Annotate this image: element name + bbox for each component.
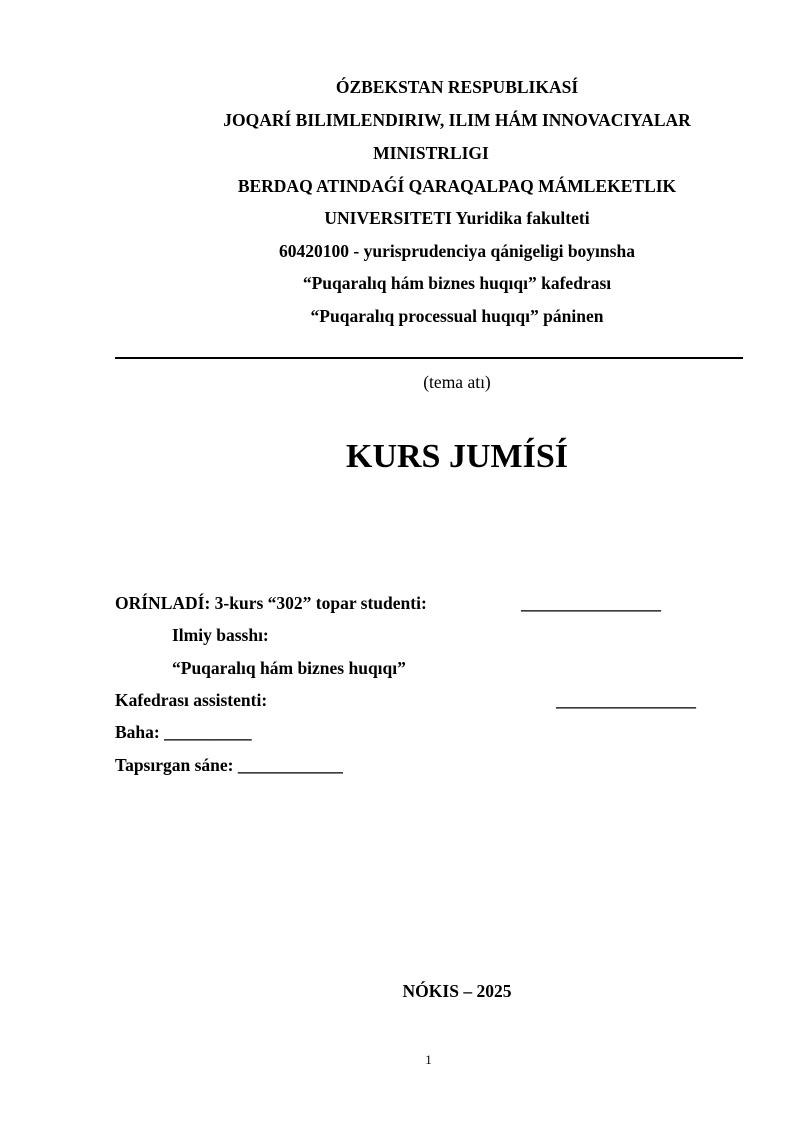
header-line-university: BERDAQ ATINDAǴÍ QARAQALPAQ MÁMLEKETLIK xyxy=(237,176,677,196)
document-title: KURS JUMÍSÍ xyxy=(346,438,568,475)
topic-line xyxy=(115,357,743,359)
header-line-ministry-cont: MINISTRLIGI xyxy=(373,143,489,163)
page-number: 1 xyxy=(425,1052,432,1067)
header-line-country: ÓZBEKSTAN RESPUBLIKASÍ xyxy=(335,77,579,97)
submission-date-field: Tapsırgan sáne: ____________ xyxy=(115,755,343,775)
header-line-ministry: JOQARÍ BILIMLENDIRIW, ILIM HÁM INNOVACIYALAR xyxy=(223,110,691,130)
performed-by-label: ORÍNLADÍ: 3-kurs “302” topar studenti: xyxy=(115,593,427,613)
header-line-specialty: 60420100 - yurisprudenciya qánigeligi boyınsha xyxy=(279,241,635,261)
topic-caption: (tema atı) xyxy=(423,372,491,392)
grade-field: Baha: __________ xyxy=(115,722,252,742)
city-year: NÓKIS – 2025 xyxy=(402,981,512,1001)
assistant-signature-blank: ________________ xyxy=(556,690,696,710)
performed-by-signature-blank: ________________ xyxy=(521,593,661,613)
advisor-department: “Puqaralıq hám biznes huqıqı” xyxy=(172,658,406,678)
header-line-faculty: UNIVERSITETI Yuridika fakulteti xyxy=(324,208,590,228)
header-line-department: “Puqaralıq hám biznes huqıqı” kafedrası xyxy=(302,273,612,293)
advisor-label: Ilmiy basshı: xyxy=(172,625,269,645)
assistant-label: Kafedrası assistenti: xyxy=(115,690,268,710)
header-line-subject: “Puqaralıq processual huqıqı” páninen xyxy=(310,306,604,326)
